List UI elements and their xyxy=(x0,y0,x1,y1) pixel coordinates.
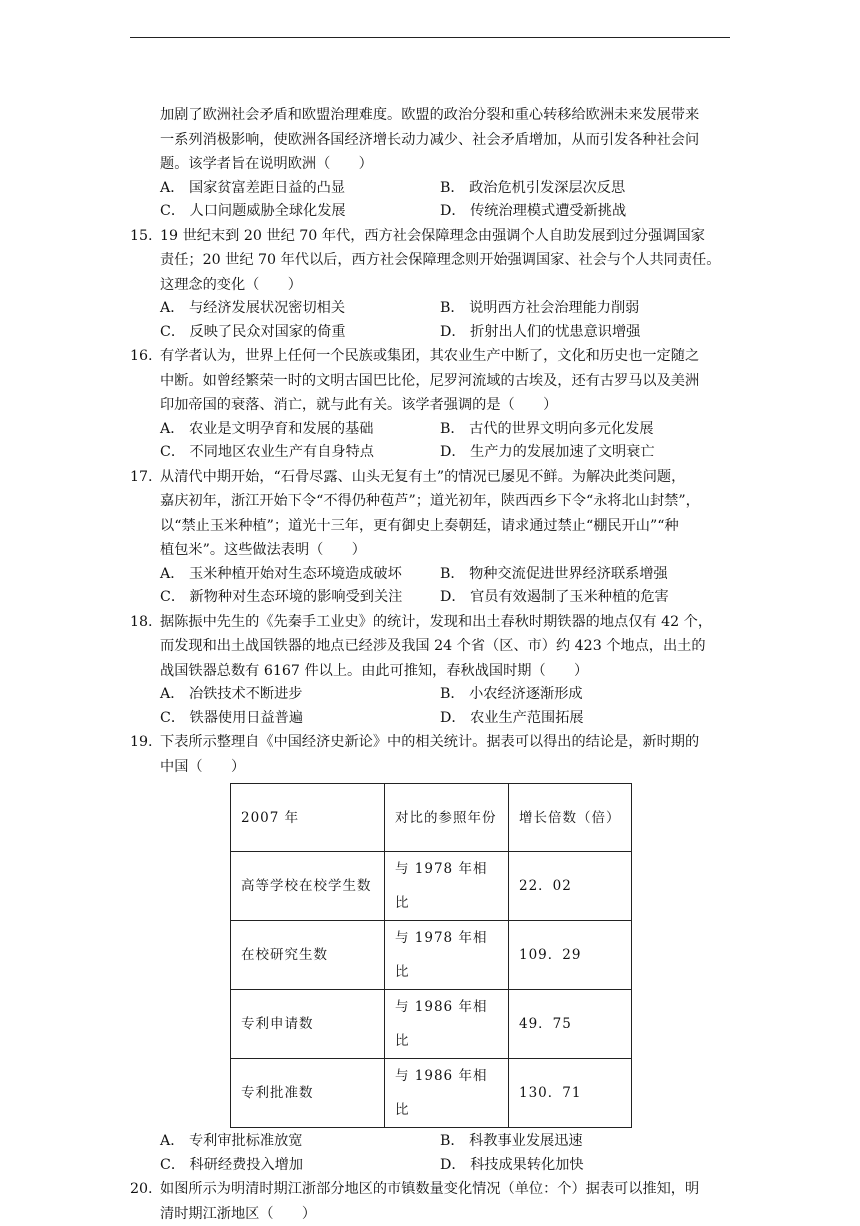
question-20 xyxy=(130,1177,740,1226)
stem-line: 而发现和出土战国铁器的地点已经涉及我国 24 个省（区、市）约 423 个地点，出土的 xyxy=(160,634,740,659)
stem-line: 题。该学者旨在说明欧洲（ ） xyxy=(130,152,740,177)
option-a: A． 玉米种植开始对生态环境造成破坏 xyxy=(160,563,440,587)
table-header-cell: 增长倍数（倍） xyxy=(509,784,632,852)
option-b: B． 政治危机引发深层次反思 xyxy=(440,177,740,201)
stem-line: 从清代中期开始，“石骨尽露、山头无复有土”的情况已屡见不鲜。为解决此类问题， xyxy=(160,465,740,490)
option-d: D． 生产力的发展加速了文明衰亡 xyxy=(440,441,740,465)
intro-stem xyxy=(130,103,740,177)
header-rule xyxy=(130,37,730,38)
stem-line: 据陈振中先生的《先秦手工业史》的统计，发现和出土春秋时期铁器的地点仅有 42 个， xyxy=(160,610,740,635)
option-a: A． 与经济发展状况密切相关 xyxy=(160,297,440,321)
option-b: B． 古代的世界文明向多元化发展 xyxy=(440,418,740,442)
table-cell: 与 1978 年相比 xyxy=(385,921,509,990)
question-18 xyxy=(130,610,740,684)
option-c: C． 人口问题威胁全球化发展 xyxy=(160,200,440,224)
option-c: C． 新物种对生态环境的影响受到关注 xyxy=(160,586,440,610)
option-c: C． 科研经费投入增加 xyxy=(160,1154,440,1178)
option-c: C． 不同地区农业生产有自身特点 xyxy=(160,441,440,465)
question-number: 17. xyxy=(130,465,153,490)
question-19 xyxy=(130,730,740,779)
options-grid xyxy=(130,418,740,465)
option-d: D． 农业生产范围拓展 xyxy=(440,707,740,731)
options-grid xyxy=(130,1130,740,1177)
stem-line: 如图所示为明清时期江浙部分地区的市镇数量变化情况（单位：个）据表可以推知，明 xyxy=(160,1177,740,1202)
question-number: 15. xyxy=(130,224,153,249)
stem-line: 责任；20 世纪 70 年代以后，西方社会保障理念则开始强调国家、社会与个人共同责任。 xyxy=(160,248,740,273)
option-a: A． 冶铁技术不断进步 xyxy=(160,683,440,707)
option-d: D． 传统治理模式遭受新挑战 xyxy=(440,200,740,224)
option-b: B． 说明西方社会治理能力削弱 xyxy=(440,297,740,321)
table-row xyxy=(231,990,632,1059)
option-d: D． 科技成果转化加快 xyxy=(440,1154,740,1178)
table-cell: 49．75 xyxy=(509,990,632,1059)
table-cell: 与 1986 年相比 xyxy=(385,1059,509,1128)
table-row xyxy=(231,852,632,921)
table-row xyxy=(231,921,632,990)
table-cell: 与 1978 年相比 xyxy=(385,852,509,921)
question-17 xyxy=(130,465,740,563)
stem-line: 这理念的变化（ ） xyxy=(160,273,740,298)
option-c: C． 铁器使用日益普遍 xyxy=(160,707,440,731)
table-cell: 130．71 xyxy=(509,1059,632,1128)
table-cell: 专利申请数 xyxy=(231,990,385,1059)
table-cell: 109．29 xyxy=(509,921,632,990)
stem-line: 中断。如曾经繁荣一时的文明古国巴比伦，尼罗河流域的古埃及，还有古罗马以及美洲 xyxy=(160,369,740,394)
table-cell: 专利批准数 xyxy=(231,1059,385,1128)
stem-line: 19 世纪末到 20 世纪 70 年代，西方社会保障理念由强调个人自助发展到过分强调国家 xyxy=(160,224,740,249)
question-number: 20. xyxy=(130,1177,153,1202)
stem-line: 以“禁止玉米种植”；道光十三年，更有御史上奏朝廷，请求通过禁止“棚民开山”“种 xyxy=(160,514,740,539)
table-header-cell: 2007 年 xyxy=(231,784,385,852)
stem-line: 下表所示整理自《中国经济史新论》中的相关统计。据表可以得出的结论是，新时期的 xyxy=(160,730,740,755)
stem-line: 战国铁器总数有 6167 件以上。由此可推知，春秋战国时期（ ） xyxy=(160,659,740,684)
table-row xyxy=(231,1059,632,1128)
stem-line: 嘉庆初年，浙江开始下令“不得仍种苞芦”；道光初年，陕西西乡下令“永将北山封禁”， xyxy=(160,489,740,514)
table-cell: 在校研究生数 xyxy=(231,921,385,990)
table-header-cell: 对比的参照年份 xyxy=(385,784,509,852)
options-grid xyxy=(130,683,740,730)
stem-line: 中国（ ） xyxy=(160,755,740,780)
table-cell: 高等学校在校学生数 xyxy=(231,852,385,921)
options-grid xyxy=(130,297,740,344)
option-c: C． 反映了民众对国家的倚重 xyxy=(160,321,440,345)
table-cell: 22．02 xyxy=(509,852,632,921)
option-a: A． 农业是文明孕育和发展的基础 xyxy=(160,418,440,442)
statistics-table xyxy=(230,783,632,1128)
option-b: B． 小农经济逐渐形成 xyxy=(440,683,740,707)
option-d: D． 官员有效遏制了玉米种植的危害 xyxy=(440,586,740,610)
question-number: 16. xyxy=(130,344,153,369)
question-number: 19. xyxy=(130,730,153,755)
table-header-row xyxy=(231,784,632,852)
question-number: 18. xyxy=(130,610,153,635)
stem-line: 印加帝国的衰落、消亡，就与此有关。该学者强调的是（ ） xyxy=(160,393,740,418)
option-a: A． 专利审批标准放宽 xyxy=(160,1130,440,1154)
option-d: D． 折射出人们的忧患意识增强 xyxy=(440,321,740,345)
stem-line: 植包米”。这些做法表明（ ） xyxy=(160,538,740,563)
exam-content xyxy=(130,103,740,1226)
stem-line: 一系列消极影响，使欧洲各国经济增长动力减少、社会矛盾增加，从而引发各种社会问 xyxy=(130,128,740,153)
option-a: A． 国家贫富差距日益的凸显 xyxy=(160,177,440,201)
stem-line: 加剧了欧洲社会矛盾和欧盟治理难度。欧盟的政治分裂和重心转移给欧洲未来发展带来 xyxy=(130,103,740,128)
options-grid xyxy=(130,563,740,610)
stem-line: 有学者认为，世界上任何一个民族或集团，其农业生产中断了，文化和历史也一定随之 xyxy=(160,344,740,369)
option-b: B． 科教事业发展迅速 xyxy=(440,1130,740,1154)
options-grid xyxy=(130,177,740,224)
table-cell: 与 1986 年相比 xyxy=(385,990,509,1059)
stem-line: 清时期江浙地区（ ） xyxy=(160,1202,740,1226)
question-15 xyxy=(130,224,740,298)
option-b: B． 物种交流促进世界经济联系增强 xyxy=(440,563,740,587)
question-16 xyxy=(130,344,740,418)
